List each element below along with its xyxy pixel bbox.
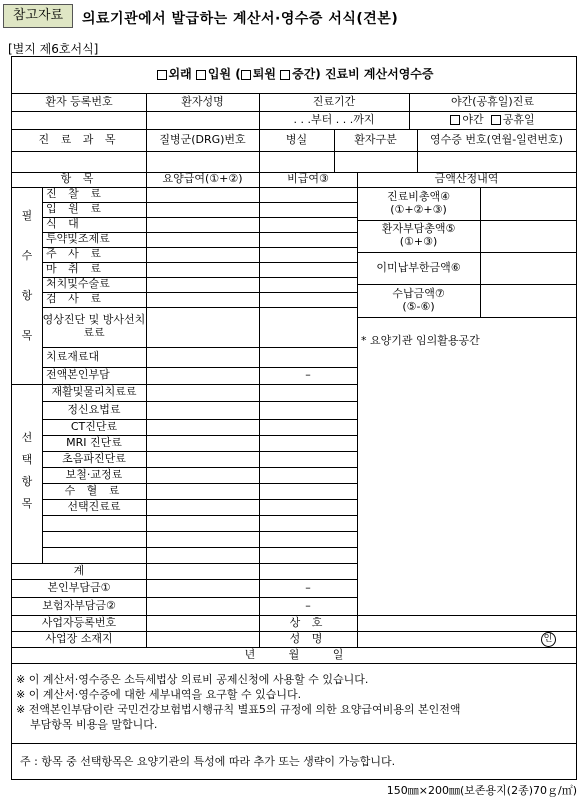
receipt-number-label: 영수증 번호(연월-일련번호) bbox=[430, 132, 563, 146]
item-header: 항 목 bbox=[60, 172, 98, 186]
item-ct-fee: CT진단료 bbox=[70, 419, 118, 433]
calc-prepaid: 이미납부한금액⑥ bbox=[376, 260, 461, 274]
item-exam-fee: 진 찰 료 bbox=[46, 187, 105, 201]
insurer-charge-label: 보험자부담금② bbox=[42, 598, 116, 612]
note-3: ※ 전액본인부담이란 국민건강보험법시행규칙 별표5의 규정에 의한 요양급여비용의 본인전액 bbox=[16, 703, 461, 716]
memo-space: * 요양기관 임의활용공간 bbox=[361, 333, 480, 347]
night-care-label: 야간(공휴일)진료 bbox=[451, 94, 534, 108]
item-mri-fee: MRI 진단료 bbox=[66, 435, 122, 449]
checkbox-icon bbox=[450, 115, 460, 125]
item-ultrasound-fee: 초음파진단료 bbox=[62, 451, 126, 465]
item-medication-fee: 투약및조제료 bbox=[46, 232, 110, 246]
dash: – bbox=[305, 598, 311, 612]
address-label: 사업장 소재지 bbox=[45, 631, 113, 645]
checkbox-icon bbox=[157, 70, 167, 80]
form-number: [별지 제6호서식] bbox=[8, 42, 99, 56]
patient-type-label: 환자구분 bbox=[354, 132, 397, 146]
date-line: 년 월 일 bbox=[244, 647, 344, 661]
department-label: 진 료 과 목 bbox=[38, 132, 120, 146]
item-full-self-pay: 전액본인부담 bbox=[46, 368, 110, 382]
drg-label: 질병군(DRG)번호 bbox=[159, 132, 246, 146]
checkbox-icon bbox=[196, 70, 206, 80]
item-selective-care-fee: 선택진료료 bbox=[67, 499, 121, 513]
item-psychotherapy-fee: 정신요법료 bbox=[67, 402, 121, 416]
title-option-outpatient: 외래 bbox=[168, 67, 192, 82]
checkbox-icon bbox=[280, 70, 290, 80]
item-injection-fee: 주 사 료 bbox=[46, 247, 105, 261]
item-transfusion-fee: 수 혈 료 bbox=[64, 483, 124, 497]
room-label: 병실 bbox=[285, 132, 308, 146]
item-procedure-fee: 처치및수술료 bbox=[46, 277, 110, 291]
patient-name-label: 환자성명 bbox=[181, 94, 224, 108]
checkbox-icon bbox=[241, 70, 251, 80]
item-test-fee: 검 사 료 bbox=[46, 292, 105, 306]
title-option-interim: 중간 bbox=[292, 67, 316, 82]
receipt-form bbox=[11, 56, 577, 664]
company-label: 상 호 bbox=[289, 615, 327, 629]
title-rest: 진료비 계산서영수증 bbox=[324, 67, 434, 82]
item-material-fee: 치료재료대 bbox=[46, 349, 100, 363]
seal-icon: 인 bbox=[528, 631, 568, 647]
item-prosthetic-fee: 보철·교정료 bbox=[65, 467, 123, 481]
calc-paid: 수납금액⑦ (⑤-⑥) bbox=[392, 286, 445, 313]
item-rehab-fee: 재활및물리치료료 bbox=[51, 385, 137, 399]
optional-group-label: 선 택 항 목 bbox=[21, 431, 33, 510]
item-imaging-fee: 영상진단 및 방사선치료료 bbox=[42, 313, 146, 339]
night-options: 야간 공휴일 bbox=[409, 111, 576, 129]
calc-header: 금액산정내역 bbox=[434, 172, 499, 186]
paper-spec: 150㎜×200㎜(보존용지(2종)70ｇ/㎡) bbox=[386, 784, 577, 797]
period-label: 진료기간 bbox=[312, 94, 356, 108]
item-meal-fee: 식 대 bbox=[46, 217, 83, 231]
title-option-inpatient: 입원 bbox=[207, 67, 232, 82]
patient-charge-label: 본인부담금① bbox=[47, 580, 111, 594]
calc-patient-total: 환자부담총액⑤ (①+③) bbox=[381, 222, 456, 248]
footer-note: 주 : 항목 중 선택항목은 요양기관의 특성에 따라 추가 또는 생략이 가능합니다. bbox=[11, 744, 577, 780]
calc-total: 진료비총액④ (①+②+③) bbox=[387, 190, 450, 216]
patient-number-label: 환자 등록번호 bbox=[45, 94, 113, 108]
dash: – bbox=[305, 368, 311, 382]
insured-header: 요양급여(①+②) bbox=[162, 172, 243, 186]
biz-number-label: 사업자등록번호 bbox=[41, 615, 117, 629]
dash: – bbox=[305, 580, 311, 594]
period-value: . . .부터 . . .까지 bbox=[293, 112, 375, 126]
rep-name-label: 성 명 bbox=[289, 631, 327, 645]
document-title: 의료기관에서 발급하는 계산서·영수증 서식(견본) bbox=[82, 11, 399, 27]
required-group-label: 필 수 항 목 bbox=[21, 209, 33, 342]
notes-section bbox=[11, 664, 577, 744]
checkbox-icon bbox=[491, 115, 501, 125]
form-title: 외래 입원 ( 퇴원 중간 ) 진료비 계산서영수증 bbox=[12, 57, 578, 93]
note-4: 부담항목 비용을 말합니다. bbox=[30, 718, 158, 731]
note-1: ※ 이 계산서·영수증은 소득세법상 의료비 공제신청에 사용할 수 있습니다. bbox=[16, 673, 369, 686]
note-2: ※ 이 계산서·영수증에 대한 세부내역을 요구할 수 있습니다. bbox=[16, 688, 302, 701]
item-admission-fee: 입 원 료 bbox=[46, 202, 105, 216]
total-label: 계 bbox=[73, 563, 85, 577]
title-option-discharge: 퇴원 bbox=[252, 67, 276, 82]
item-anesthesia-fee: 마 취 료 bbox=[46, 262, 105, 276]
noninsured-header: 비급여③ bbox=[287, 172, 329, 186]
reference-badge: 참고자료 bbox=[3, 4, 73, 28]
